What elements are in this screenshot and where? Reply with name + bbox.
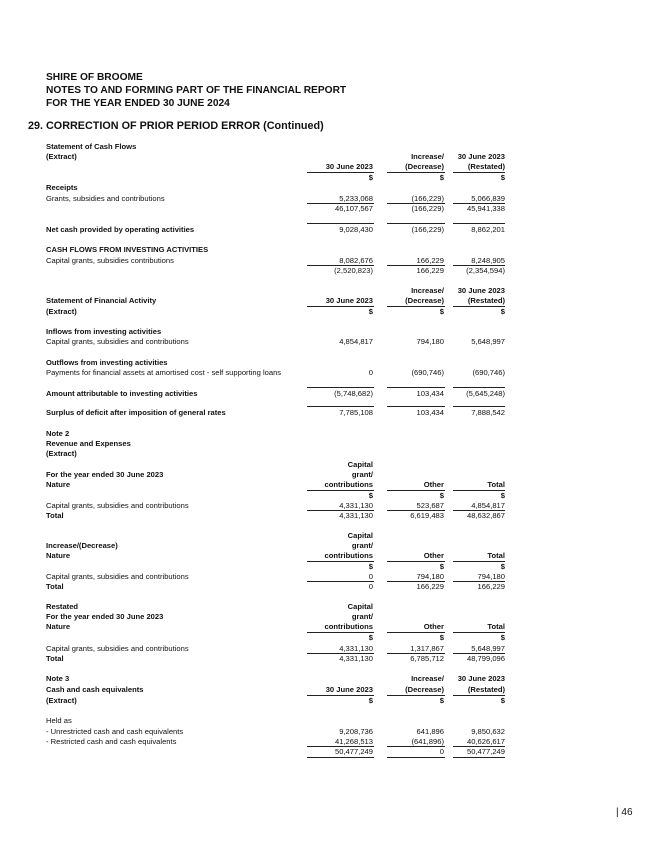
row-label: Capital grants, subsidies and contributions bbox=[46, 572, 189, 581]
cf-col3-head-b: (Restated) bbox=[467, 162, 505, 171]
table-cell: (5,645,248) bbox=[466, 389, 505, 398]
table-cell: 166,229 bbox=[477, 582, 505, 591]
col-head-capital: Capital bbox=[347, 602, 373, 611]
currency-symbol: $ bbox=[368, 307, 373, 316]
table-cell: 8,248,905 bbox=[471, 256, 505, 265]
total-label: Total bbox=[46, 654, 64, 663]
table-cell: 6,619,483 bbox=[410, 511, 444, 520]
table-cell: (2,354,594) bbox=[466, 266, 505, 275]
report-subtitle: NOTES TO AND FORMING PART OF THE FINANCIAL REPORT bbox=[46, 85, 347, 96]
note2-subtitle: Revenue and Expenses bbox=[46, 439, 131, 448]
col-head-total: Total bbox=[487, 622, 505, 631]
table-cell: 166,229 bbox=[416, 256, 444, 265]
table-cell: 5,066,839 bbox=[471, 194, 505, 203]
table-cell: 103,434 bbox=[416, 389, 444, 398]
receipts-heading: Receipts bbox=[46, 183, 78, 192]
sfa-col2-head-a: Increase/ bbox=[411, 286, 444, 295]
col-head-total: Total bbox=[487, 551, 505, 560]
col-head-other: Other bbox=[423, 622, 444, 631]
col-head-contributions: contributions bbox=[324, 551, 373, 560]
net-op-label: Net cash provided by operating activities bbox=[46, 225, 195, 234]
rule bbox=[387, 387, 445, 388]
n3-col3-head-a: 30 June 2023 bbox=[457, 674, 505, 683]
unrestricted-label: - Unrestricted cash and cash equivalents bbox=[46, 727, 184, 736]
cf-col1-head: 30 June 2023 bbox=[325, 162, 373, 171]
table-cell: 8,082,676 bbox=[339, 256, 373, 265]
restricted-label: - Restricted cash and cash equivalents bbox=[46, 737, 177, 746]
note2-title: Note 2 bbox=[46, 429, 70, 438]
rule bbox=[453, 757, 505, 758]
table-cell: 8,862,201 bbox=[471, 225, 505, 234]
table-cell: 103,434 bbox=[416, 408, 444, 417]
currency-symbol: $ bbox=[500, 633, 505, 642]
currency-symbol: $ bbox=[439, 173, 444, 182]
table-cell: 0 bbox=[368, 572, 373, 581]
section-title: 29. CORRECTION OF PRIOR PERIOD ERROR (Continued) bbox=[28, 120, 324, 132]
cash-flows-title: Statement of Cash Flows bbox=[46, 142, 137, 151]
table-cell: (2,520,823) bbox=[334, 266, 373, 275]
surplus-label: Surplus of deficit after imposition of general rates bbox=[46, 408, 226, 417]
table-cell: 5,233,068 bbox=[339, 194, 373, 203]
currency-symbol: $ bbox=[368, 633, 373, 642]
table-cell: (166,229) bbox=[411, 194, 444, 203]
cash-flows-extract: (Extract) bbox=[46, 152, 77, 161]
table-cell: 166,229 bbox=[416, 266, 444, 275]
table-cell: (5,748,682) bbox=[334, 389, 373, 398]
table-cell: 7,888,542 bbox=[471, 408, 505, 417]
currency-symbol: $ bbox=[439, 491, 444, 500]
table-cell: (690,746) bbox=[411, 368, 444, 377]
rule bbox=[307, 757, 374, 758]
table-cell: (166,229) bbox=[411, 225, 444, 234]
table-cell: 4,331,130 bbox=[339, 511, 373, 520]
currency-symbol: $ bbox=[439, 633, 444, 642]
table-cell: 0 bbox=[439, 747, 444, 756]
note3-extract: (Extract) bbox=[46, 696, 77, 705]
n3-col1-head: 30 June 2023 bbox=[325, 685, 373, 694]
table-cell: 794,180 bbox=[416, 337, 444, 346]
cf-col2-head-a: Increase/ bbox=[411, 152, 444, 161]
table-cell: 4,854,817 bbox=[339, 337, 373, 346]
currency-symbol: $ bbox=[368, 696, 373, 705]
table-cell: 6,785,712 bbox=[410, 654, 444, 663]
rule bbox=[453, 387, 505, 388]
report-header bbox=[46, 71, 346, 110]
grants-label: Grants, subsidies and contributions bbox=[46, 194, 165, 203]
table-cell: 50,477,249 bbox=[334, 747, 373, 756]
n3-col2-head-a: Increase/ bbox=[411, 674, 444, 683]
rule bbox=[307, 406, 374, 407]
col-head-capital: Capital bbox=[347, 460, 373, 469]
currency-symbol: $ bbox=[500, 696, 505, 705]
held-as: Held as bbox=[46, 716, 72, 725]
t2-head2: Nature bbox=[46, 551, 71, 560]
row-label: Capital grants, subsidies and contributions bbox=[46, 644, 189, 653]
table-cell: 4,331,130 bbox=[339, 501, 373, 510]
table-cell: 48,799,096 bbox=[466, 654, 505, 663]
report-period: FOR THE YEAR ENDED 30 JUNE 2024 bbox=[46, 98, 230, 109]
table-cell: 5,648,997 bbox=[471, 644, 505, 653]
table-cell: 0 bbox=[368, 368, 373, 377]
currency-symbol: $ bbox=[368, 491, 373, 500]
col-head-contributions: contributions bbox=[324, 480, 373, 489]
inflows-heading: Inflows from investing activities bbox=[46, 327, 162, 336]
table-cell: 523,687 bbox=[416, 501, 444, 510]
sfa-title: Statement of Financial Activity bbox=[46, 296, 157, 305]
t2-head1: Increase/(Decrease) bbox=[46, 541, 118, 550]
currency-symbol: $ bbox=[439, 696, 444, 705]
table-cell: 40,626,617 bbox=[466, 737, 505, 746]
currency-symbol: $ bbox=[500, 562, 505, 571]
table-cell: 50,477,249 bbox=[466, 747, 505, 756]
table-cell: 1,317,867 bbox=[410, 644, 444, 653]
n3-col3-head-b: (Restated) bbox=[467, 685, 505, 694]
table-cell: 641,896 bbox=[416, 727, 444, 736]
table-cell: 5,648,997 bbox=[471, 337, 505, 346]
table-cell: 48,632,867 bbox=[466, 511, 505, 520]
sfa-capital-label: Capital grants, subsidies and contributions bbox=[46, 337, 189, 346]
shire-name: SHIRE OF BROOME bbox=[46, 72, 143, 83]
investing-heading: CASH FLOWS FROM INVESTING ACTIVITIES bbox=[46, 245, 209, 254]
col-head-other: Other bbox=[423, 480, 444, 489]
payments-label: Payments for financial assets at amortised cost - self supporting loans bbox=[46, 368, 282, 377]
table-cell: 166,229 bbox=[416, 582, 444, 591]
currency-symbol: $ bbox=[439, 307, 444, 316]
table-cell: (166,229) bbox=[411, 204, 444, 213]
sfa-col1-head: 30 June 2023 bbox=[325, 296, 373, 305]
rule bbox=[307, 387, 374, 388]
t3-head0: Restated bbox=[46, 602, 79, 611]
t1-head1: For the year ended 30 June 2023 bbox=[46, 470, 164, 479]
rule bbox=[387, 757, 445, 758]
page-number: | 46 bbox=[616, 807, 633, 818]
table-cell: 794,180 bbox=[477, 572, 505, 581]
note3-title: Note 3 bbox=[46, 674, 70, 683]
currency-symbol: $ bbox=[500, 173, 505, 182]
n3-col2-head-b: (Decrease) bbox=[405, 685, 444, 694]
currency-symbol: $ bbox=[500, 307, 505, 316]
note2-extract: (Extract) bbox=[46, 449, 77, 458]
t3-head1: For the year ended 30 June 2023 bbox=[46, 612, 164, 621]
table-cell: (641,896) bbox=[411, 737, 444, 746]
capital-label: Capital grants, subsidies contributions bbox=[46, 256, 174, 265]
cf-col2-head-b: (Decrease) bbox=[405, 162, 444, 171]
amount-label: Amount attributable to investing activities bbox=[46, 389, 198, 398]
sfa-extract: (Extract) bbox=[46, 307, 77, 316]
col-head-grant: grant/ bbox=[351, 612, 373, 621]
currency-symbol: $ bbox=[439, 562, 444, 571]
table-cell: 9,850,632 bbox=[471, 727, 505, 736]
rule bbox=[387, 406, 445, 407]
total-label: Total bbox=[46, 582, 64, 591]
table-cell: 9,208,736 bbox=[339, 727, 373, 736]
table-cell: 7,785,108 bbox=[339, 408, 373, 417]
table-cell: 9,028,430 bbox=[339, 225, 373, 234]
t3-head2: Nature bbox=[46, 622, 71, 631]
row-label: Capital grants, subsidies and contributions bbox=[46, 501, 189, 510]
rule bbox=[307, 223, 374, 224]
table-cell: (690,746) bbox=[472, 368, 505, 377]
rule bbox=[387, 223, 445, 224]
col-head-capital: Capital bbox=[347, 531, 373, 540]
col-head-grant: grant/ bbox=[351, 470, 373, 479]
table-cell: 4,331,130 bbox=[339, 654, 373, 663]
col-head-total: Total bbox=[487, 480, 505, 489]
currency-symbol: $ bbox=[368, 173, 373, 182]
sfa-col2-head-b: (Decrease) bbox=[405, 296, 444, 305]
t1-head2: Nature bbox=[46, 480, 71, 489]
table-cell: 0 bbox=[368, 582, 373, 591]
col-head-grant: grant/ bbox=[351, 541, 373, 550]
currency-symbol: $ bbox=[500, 491, 505, 500]
col-head-contributions: contributions bbox=[324, 622, 373, 631]
table-cell: 794,180 bbox=[416, 572, 444, 581]
currency-symbol: $ bbox=[368, 562, 373, 571]
table-cell: 4,854,817 bbox=[471, 501, 505, 510]
rule bbox=[453, 406, 505, 407]
table-cell: 4,331,130 bbox=[339, 644, 373, 653]
col-head-other: Other bbox=[423, 551, 444, 560]
outflows-heading: Outflows from investing activities bbox=[46, 358, 168, 367]
table-cell: 41,268,513 bbox=[334, 737, 373, 746]
total-label: Total bbox=[46, 511, 64, 520]
note3-subtitle: Cash and cash equivalents bbox=[46, 685, 144, 694]
sfa-col3-head-b: (Restated) bbox=[467, 296, 505, 305]
table-cell: 45,941,338 bbox=[466, 204, 505, 213]
table-cell: 46,107,567 bbox=[334, 204, 373, 213]
rule bbox=[453, 223, 505, 224]
sfa-col3-head-a: 30 June 2023 bbox=[457, 286, 505, 295]
cf-col3-head-a: 30 June 2023 bbox=[457, 152, 505, 161]
